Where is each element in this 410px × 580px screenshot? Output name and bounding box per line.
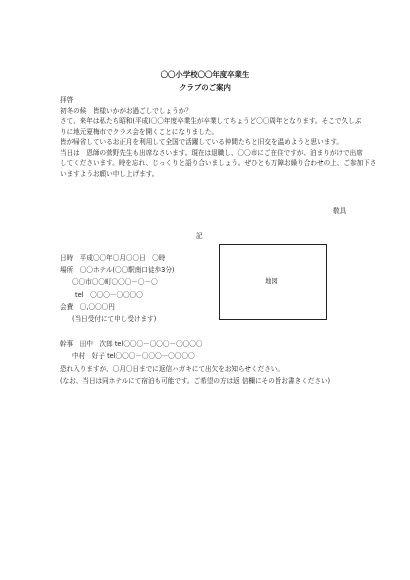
body-line: 初冬の候 皆様いかがお過ごしでしょうか？	[60, 106, 192, 115]
body-line: 当日は 恩師の菅野先生も出席なさいます。現在は退職し、〇〇市にご在住ですが、泊まりがけで出席	[60, 148, 363, 157]
event-details	[60, 253, 220, 326]
map-box	[219, 244, 327, 320]
organizer-info	[60, 339, 360, 388]
body-line: してくださいます。時を忘れ、じっくりと語り合いましょう。ぜひとも万障お繰り合わせの上、ご参加下さ	[60, 159, 377, 168]
venue-address: 〇〇市〇〇町〇〇〇－〇－〇	[72, 278, 158, 287]
event-fee: 会費 〇,〇〇〇円	[60, 302, 115, 311]
body-line: いますようお願い申し上げます。	[60, 169, 159, 178]
organizer-2: 中村 好子 tel〇〇〇－〇〇〇－〇〇〇〇	[72, 352, 195, 361]
ki-heading: 記	[196, 232, 203, 240]
rsvp-line: 恐れ入りますが、〇月〇日までに返信ハガキにて出欠をお知らせください。	[60, 364, 284, 373]
venue-tel: tel 〇〇〇－〇〇〇〇	[75, 290, 143, 299]
greeting-line: 拝啓	[60, 96, 74, 104]
closing-word: 敬具	[333, 207, 347, 215]
event-venue: 場所 〇〇ホテル(〇〇駅南口徒歩3分)	[60, 266, 175, 275]
event-date: 日時 平成〇〇年〇月〇〇日 〇時	[60, 254, 166, 262]
fee-note: (当日受付にて申し受けます)	[72, 314, 157, 323]
body-line: さて、来年は私たち昭和(平成)〇〇年度卒業生が卒業してちょうど〇〇周年となります。そこで久しぶ	[60, 117, 362, 126]
map-label: 地図	[265, 277, 278, 285]
organizer-1: 幹事 田中 次郎 tel〇〇〇－〇〇〇－〇〇〇〇	[60, 340, 203, 348]
body-line: りに地元夏梅市でクラス会を開くことになりました。	[60, 127, 219, 136]
body-line: 皆が帰省しているお正月を利用して全国で活躍している仲間たちと旧交を温めようと思います。	[60, 138, 344, 147]
document-title: 〇〇小学校〇〇年度卒業生	[160, 70, 250, 79]
document-subtitle: クラブのご案内	[179, 83, 231, 92]
lodging-note: (なお、当日は同ホテルにて宿泊も可能です。ご希望の方は返 信欄にその旨お書きください)	[60, 376, 331, 385]
letter-body	[60, 95, 377, 179]
